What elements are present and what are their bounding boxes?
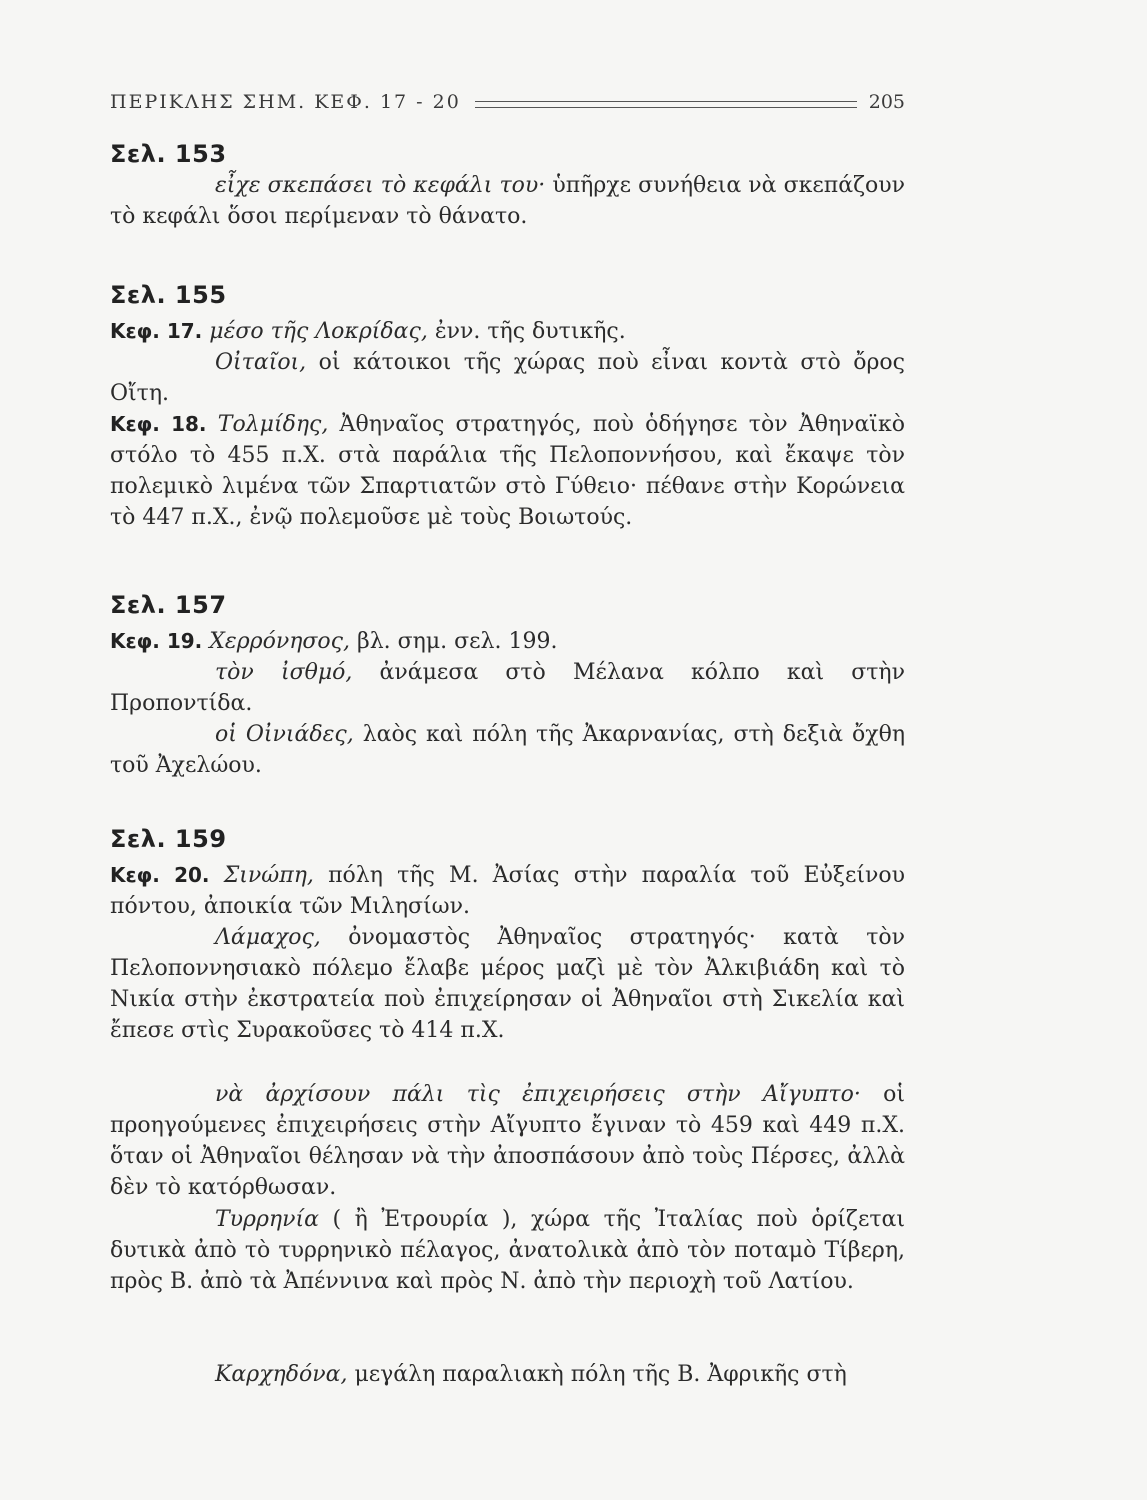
note-term: Τολμίδης,: [217, 412, 329, 437]
note-text: οἱ κάτοικοι τῆς χώρας ποὺ εἶναι κοντὰ στὸ ὄρος Οἴτη.: [110, 350, 905, 406]
note-paragraph: [110, 347, 905, 409]
running-head: [110, 90, 905, 114]
chapter-label: Κεφ. 20.: [110, 863, 210, 887]
note-term: τὸν ἰσθμό,: [215, 660, 353, 685]
note-text: ἀνάμεσα στὸ Μέλανα κόλπο καὶ στὴν Προποντίδα.: [110, 660, 905, 716]
note-paragraph: [110, 860, 905, 922]
note-term: νὰ ἀρχίσουν πάλι τὶς ἐπιχειρήσεις στὴν Αἴγυπτο·: [215, 1082, 861, 1107]
section-heading-153: Σελ. 153: [110, 140, 227, 168]
note-text: βλ. σημ. σελ. 199.: [349, 629, 558, 654]
note-text: ( ἢ Ἐτρουρία ), χώρα τῆς Ἰταλίας ποὺ ὁρίζεται δυτικὰ ἀπὸ τὸ τυρρηνικὸ πέλαγος, ἀνατολικὰ ἀπὸ τὸν ποταμὸ Τίβερη, πρὸς Β. ἀπὸ τὰ Ἀπέννινα καὶ πρὸς Ν. ἀπὸ τὴν περιοχὴ τοῦ Λατίου.: [110, 1207, 905, 1294]
note-term: Οἰταῖοι,: [215, 350, 307, 375]
note-paragraph: [110, 1204, 905, 1297]
note-paragraph: [110, 316, 905, 347]
note-text: ἐνν. τῆς δυτικῆς.: [427, 319, 626, 344]
section-heading-159: Σελ. 159: [110, 825, 227, 853]
note-term: Χερρόνησος,: [209, 629, 350, 654]
chapter-label: Κεφ. 19.: [110, 629, 203, 653]
note-text: ὀνομαστὸς Ἀθηναῖος στρατηγός· κατὰ τὸν Πελοποννησιακὸ πόλεμο ἔλαβε μέρος μαζὶ μὲ τὸν Ἀλκιβιάδη καὶ τὸ Νικία στὴν ἐκστρατεία ποὺ ἐπιχείρησαν οἱ Ἀθηναῖοι στὴ Σικελία καὶ ἔπεσε στὶς Συρακοῦσες τὸ 414 π.Χ.: [110, 925, 905, 1043]
note-text: πόλη τῆς Μ. Ἀσίας στὴν παραλία τοῦ Εὐξείνου πόντου, ἀποικία τῶν Μιλησίων.: [110, 863, 906, 919]
note-paragraph: [110, 170, 905, 232]
note-paragraph: [110, 1079, 905, 1203]
note-term: μέσο τῆς Λοκρίδας,: [209, 319, 428, 344]
note-text: οἱ προηγούμενες ἐπιχειρήσεις στὴν Αἴγυπτο ἔγιναν τὸ 459 καὶ 449 π.Χ. ὅταν οἱ Ἀθηναῖοι θέλησαν νὰ τὴν ἀποσπάσουν ἀπὸ τοὺς Πέρσες, ἀλλὰ δὲν τὸ κατόρθωσαν.: [110, 1082, 905, 1200]
note-term: Τυρρηνία: [215, 1207, 319, 1232]
note-text: ὑπῆρχε συνήθεια νὰ σκεπάζουν τὸ κεφάλι ὅσοι περίμεναν τὸ θάνατο.: [110, 173, 905, 229]
note-term: οἱ Οἰνιάδες,: [215, 722, 354, 747]
note-term: Λάμαχος,: [215, 925, 321, 950]
note-paragraph: [110, 657, 905, 719]
note-paragraph: [110, 626, 905, 657]
section-heading-155: Σελ. 155: [110, 281, 227, 309]
note-term: Καρχηδόνα,: [215, 1362, 348, 1387]
double-rule: [475, 101, 857, 108]
note-term: Σινώπη,: [223, 863, 314, 888]
note-paragraph: [110, 1359, 905, 1390]
note-paragraph: [110, 719, 905, 781]
note-text: μεγάλη παραλιακὴ πόλη τῆς Β. Ἀφρικῆς στὴ: [347, 1362, 847, 1387]
running-head-title: ΠΕΡΙΚΛΗΣ ΣΗΜ. ΚΕΦ. 17 - 20: [110, 91, 461, 113]
chapter-label: Κεφ. 18.: [110, 412, 207, 436]
section-heading-157: Σελ. 157: [110, 591, 227, 619]
note-term: εἶχε σκεπάσει τὸ κεφάλι του·: [215, 173, 546, 198]
note-paragraph: [110, 409, 905, 533]
note-text: λαὸς καὶ πόλη τῆς Ἀκαρνανίας, στὴ δεξιὰ ὄχθη τοῦ Ἀχελώου.: [110, 722, 905, 778]
page-number: 205: [868, 91, 905, 113]
note-paragraph: [110, 922, 905, 1046]
note-text: Ἀθηναῖος στρατηγός, ποὺ ὁδήγησε τὸν Ἀθηναϊκὸ στόλο τὸ 455 π.Χ. στὰ παράλια τῆς Πελοποννήσου, καὶ ἔκαψε τὸν πολεμικὸ λιμένα τῶν Σπαρτιατῶν στὸ Γύθειο· πέθανε στὴν Κορώνεια τὸ 447 π.Χ., ἐνῷ πολεμοῦσε μὲ τοὺς Βοιωτούς.: [110, 412, 906, 530]
chapter-label: Κεφ. 17.: [110, 319, 203, 343]
